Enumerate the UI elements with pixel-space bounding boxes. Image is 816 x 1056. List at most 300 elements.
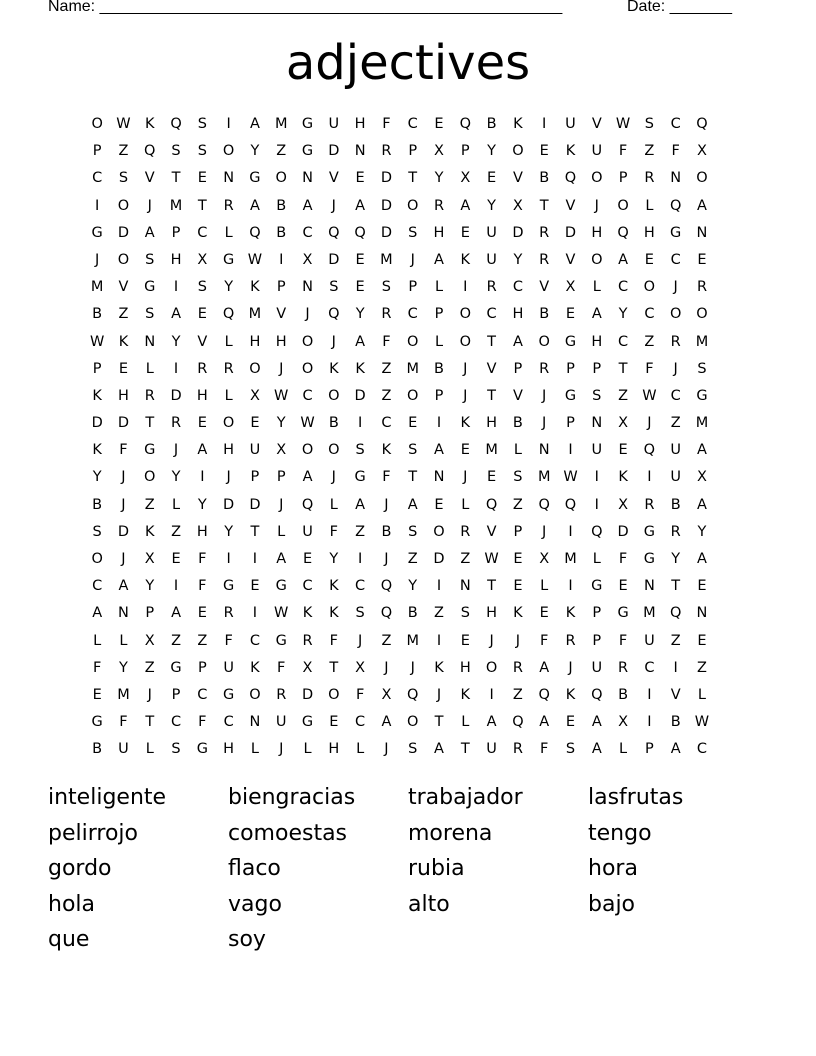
- grid-letter: Y: [434, 170, 444, 187]
- grid-letter: Y: [618, 306, 628, 323]
- grid-letter: M: [695, 333, 709, 350]
- grid-letter: M: [537, 469, 551, 486]
- grid-letter: J: [489, 632, 494, 649]
- grid-letter: O: [249, 360, 261, 377]
- grid-letter: N: [643, 578, 655, 595]
- grid-letter: R: [223, 360, 234, 377]
- grid-letter: E: [118, 360, 129, 377]
- grid-letter: Q: [538, 686, 550, 703]
- grid-letter: F: [224, 632, 233, 649]
- grid-letter: B: [539, 170, 550, 187]
- grid-letter: O: [91, 551, 103, 567]
- word-list-item: pelirrojo: [48, 820, 138, 846]
- grid-letter: K: [302, 605, 313, 622]
- grid-letter: X: [434, 143, 444, 160]
- grid-letter: Z: [512, 686, 523, 703]
- grid-letter: U: [118, 741, 129, 758]
- grid-letter: P: [92, 143, 102, 160]
- grid-letter: C: [92, 578, 103, 595]
- grid-letter: U: [302, 523, 313, 540]
- grid-letter: X: [697, 469, 707, 486]
- grid-letter: F: [382, 333, 391, 350]
- grid-letter: Q: [301, 496, 314, 513]
- grid-letter: E: [618, 578, 628, 595]
- grid-letter: E: [92, 686, 102, 703]
- grid-letter: I: [252, 551, 258, 567]
- grid-letter: P: [408, 279, 418, 296]
- grid-letter: L: [145, 360, 154, 377]
- grid-letter: Q: [249, 224, 261, 241]
- grid-letter: Y: [276, 415, 286, 432]
- grid-letter: F: [198, 551, 207, 567]
- grid-letter: L: [645, 197, 654, 214]
- grid-letter: L: [93, 632, 102, 649]
- grid-letter: Q: [617, 224, 629, 241]
- grid-letter: D: [117, 523, 130, 540]
- grid-letter: L: [171, 496, 181, 513]
- grid-letter: K: [355, 360, 365, 377]
- grid-letter: C: [696, 741, 708, 758]
- grid-letter: S: [197, 279, 207, 296]
- grid-letter: I: [436, 578, 442, 595]
- word-search-grid: [84, 111, 715, 764]
- grid-letter: S: [565, 741, 576, 758]
- grid-letter: T: [171, 170, 181, 187]
- grid-letter: Q: [459, 116, 472, 132]
- grid-letter: I: [542, 116, 547, 132]
- grid-letter: I: [647, 714, 652, 731]
- grid-letter: E: [697, 578, 707, 595]
- grid-letter: L: [250, 741, 259, 758]
- grid-letter: W: [484, 551, 499, 567]
- grid-letter: M: [406, 360, 419, 377]
- grid-letter: G: [223, 251, 235, 268]
- grid-letter: D: [380, 170, 392, 187]
- grid-letter: Q: [144, 143, 156, 160]
- grid-letter: D: [223, 496, 235, 513]
- grid-letter: M: [564, 551, 577, 567]
- grid-letter: L: [224, 387, 233, 404]
- grid-letter: H: [196, 387, 208, 404]
- grid-letter: Z: [355, 523, 366, 540]
- grid-letter: I: [594, 496, 599, 513]
- grid-letter: I: [647, 686, 652, 703]
- grid-letter: B: [670, 496, 681, 513]
- grid-letter: C: [512, 279, 523, 296]
- grid-letter: H: [223, 442, 235, 459]
- grid-letter: N: [591, 415, 603, 432]
- grid-letter: L: [461, 714, 470, 731]
- grid-letter: A: [670, 741, 681, 758]
- grid-letter: J: [121, 496, 126, 513]
- grid-letter: X: [302, 659, 313, 676]
- grid-row: [84, 274, 715, 301]
- grid-letter: T: [487, 387, 497, 404]
- grid-letter: O: [144, 469, 156, 486]
- grid-letter: E: [329, 714, 339, 731]
- grid-letter: Q: [380, 605, 393, 622]
- grid-letter: G: [643, 523, 655, 540]
- grid-letter: Z: [460, 551, 471, 567]
- grid-letter: A: [486, 714, 497, 731]
- grid-letter: D: [380, 197, 392, 214]
- grid-letter: Z: [276, 143, 287, 160]
- grid-letter: I: [489, 686, 494, 703]
- grid-letter: P: [250, 469, 260, 486]
- grid-row: [84, 138, 715, 165]
- grid-letter: R: [644, 496, 655, 513]
- grid-letter: F: [645, 360, 654, 377]
- grid-letter: H: [196, 523, 208, 540]
- grid-letter: O: [407, 387, 419, 404]
- grid-letter: E: [513, 578, 523, 595]
- grid-letter: N: [696, 605, 708, 622]
- header: [48, 0, 748, 20]
- grid-row: [84, 628, 715, 655]
- grid-letter: E: [250, 578, 260, 595]
- grid-row: [84, 329, 715, 356]
- grid-letter: H: [223, 741, 235, 758]
- grid-letter: F: [540, 632, 549, 649]
- grid-letter: O: [117, 251, 130, 268]
- grid-letter: G: [170, 659, 182, 676]
- grid-letter: P: [145, 605, 155, 622]
- grid-letter: P: [513, 360, 523, 377]
- grid-letter: R: [512, 741, 523, 758]
- grid-row: [84, 356, 715, 383]
- grid-letter: Q: [328, 224, 340, 241]
- grid-letter: O: [301, 442, 314, 459]
- grid-letter: P: [460, 143, 470, 160]
- grid-letter: C: [644, 659, 655, 676]
- grid-letter: Z: [670, 415, 681, 432]
- grid-letter: B: [512, 415, 523, 432]
- grid-letter: A: [434, 741, 444, 758]
- grid-letter: O: [591, 251, 603, 268]
- grid-letter: A: [591, 306, 602, 323]
- grid-letter: Z: [381, 387, 392, 404]
- grid-letter: C: [407, 116, 418, 132]
- grid-letter: E: [460, 632, 470, 649]
- grid-letter: A: [144, 224, 155, 241]
- grid-letter: I: [594, 469, 599, 486]
- grid-letter: L: [277, 523, 286, 540]
- grid-letter: O: [328, 442, 340, 459]
- grid-letter: G: [564, 333, 577, 350]
- grid-letter: L: [329, 496, 338, 513]
- grid-letter: Y: [671, 551, 681, 567]
- grid-letter: V: [276, 306, 287, 323]
- grid-letter: W: [642, 387, 657, 404]
- grid-letter: E: [434, 496, 444, 513]
- grid-letter: Q: [591, 523, 603, 540]
- grid-letter: Z: [197, 632, 208, 649]
- grid-letter: C: [670, 116, 681, 132]
- grid-letter: P: [566, 415, 575, 432]
- grid-letter: B: [618, 686, 629, 703]
- grid-letter: N: [302, 170, 313, 187]
- grid-letter: S: [171, 741, 181, 758]
- grid-letter: H: [643, 224, 655, 241]
- grid-letter: S: [381, 279, 392, 296]
- grid-letter: H: [486, 415, 498, 432]
- grid-letter: T: [460, 741, 470, 758]
- grid-letter: O: [301, 360, 314, 377]
- grid-letter: Q: [696, 116, 708, 132]
- grid-letter: D: [354, 387, 366, 404]
- grid-letter: R: [618, 659, 629, 676]
- grid-letter: I: [226, 116, 231, 132]
- grid-letter: E: [487, 469, 497, 486]
- grid-letter: D: [91, 415, 103, 432]
- grid-letter: E: [618, 442, 628, 459]
- grid-letter: R: [197, 360, 208, 377]
- grid-letter: O: [249, 686, 261, 703]
- grid-letter: Z: [618, 387, 629, 404]
- grid-letter: V: [486, 523, 497, 540]
- grid-letter: E: [644, 251, 654, 268]
- grid-letter: M: [90, 279, 104, 296]
- grid-letter: U: [223, 659, 234, 676]
- grid-letter: J: [542, 387, 547, 404]
- grid-letter: A: [276, 551, 287, 567]
- grid-letter: I: [357, 551, 363, 567]
- grid-row: [84, 220, 715, 247]
- grid-letter: A: [381, 714, 392, 731]
- grid-letter: O: [696, 306, 708, 323]
- grid-letter: O: [512, 143, 524, 160]
- grid-letter: J: [515, 632, 521, 649]
- grid-row: [84, 193, 715, 220]
- grid-letter: B: [92, 496, 103, 513]
- grid-letter: L: [434, 333, 444, 350]
- word-list-item: vago: [228, 891, 282, 917]
- word-list-item: soy: [228, 927, 266, 953]
- grid-letter: E: [460, 224, 470, 241]
- grid-letter: Q: [643, 442, 656, 459]
- grid-letter: G: [275, 632, 287, 649]
- grid-letter: A: [434, 251, 444, 268]
- grid-letter: J: [463, 469, 468, 486]
- grid-letter: Z: [144, 659, 155, 676]
- grid-letter: F: [198, 578, 207, 595]
- grid-letter: C: [618, 279, 629, 296]
- grid-letter: E: [250, 415, 260, 432]
- grid-row: [84, 709, 715, 736]
- grid-letter: E: [539, 605, 549, 622]
- grid-letter: I: [173, 360, 179, 377]
- grid-letter: S: [644, 116, 654, 132]
- word-list-column: [48, 780, 228, 958]
- grid-letter: N: [670, 170, 682, 187]
- grid-letter: V: [144, 170, 155, 187]
- grid-letter: K: [329, 360, 339, 377]
- grid-letter: D: [512, 224, 524, 241]
- grid-letter: E: [355, 251, 365, 268]
- grid-letter: A: [355, 333, 366, 350]
- grid-letter: N: [144, 333, 156, 350]
- grid-letter: Q: [669, 197, 682, 214]
- grid-letter: R: [223, 197, 234, 214]
- grid-letter: P: [171, 224, 181, 241]
- grid-letter: G: [643, 551, 655, 567]
- grid-letter: H: [117, 387, 129, 404]
- grid-letter: X: [539, 551, 550, 567]
- grid-letter: C: [249, 632, 260, 649]
- grid-letter: R: [539, 224, 550, 241]
- word-list-item: morena: [408, 820, 493, 846]
- grid-letter: S: [197, 116, 207, 132]
- grid-letter: O: [669, 306, 682, 323]
- grid-letter: Y: [408, 578, 418, 595]
- grid-letter: B: [670, 714, 681, 731]
- grid-letter: O: [696, 170, 708, 187]
- grid-letter: J: [279, 360, 284, 377]
- grid-letter: A: [591, 714, 602, 731]
- grid-letter: F: [277, 659, 286, 676]
- grid-letter: A: [249, 116, 260, 132]
- grid-letter: Q: [564, 170, 577, 187]
- grid-letter: J: [331, 197, 336, 214]
- grid-letter: A: [171, 306, 181, 323]
- grid-letter: J: [542, 523, 547, 540]
- grid-letter: E: [197, 415, 207, 432]
- grid-letter: W: [89, 333, 105, 350]
- grid-letter: A: [355, 197, 366, 214]
- grid-letter: Y: [224, 523, 234, 540]
- grid-letter: I: [173, 279, 179, 296]
- grid-letter: Z: [171, 632, 181, 649]
- grid-letter: F: [540, 741, 549, 758]
- grid-letter: F: [382, 116, 391, 132]
- grid-letter: L: [592, 279, 601, 296]
- grid-letter: G: [91, 714, 103, 731]
- grid-letter: W: [300, 415, 315, 432]
- grid-letter: A: [512, 333, 523, 350]
- grid-letter: Z: [434, 605, 444, 622]
- grid-letter: J: [384, 551, 389, 567]
- grid-letter: I: [200, 469, 205, 486]
- grid-letter: T: [408, 170, 418, 187]
- grid-letter: F: [618, 632, 628, 649]
- grid-letter: E: [197, 306, 207, 323]
- grid-letter: X: [302, 251, 313, 268]
- grid-letter: Q: [328, 306, 340, 323]
- grid-letter: O: [617, 197, 629, 214]
- grid-letter: G: [354, 469, 366, 486]
- grid-letter: D: [328, 143, 340, 160]
- grid-letter: J: [542, 415, 547, 432]
- grid-letter: V: [670, 686, 681, 703]
- grid-letter: X: [618, 496, 629, 513]
- page-title: adjectives: [285, 35, 531, 91]
- grid-row: [84, 519, 715, 546]
- grid-letter: C: [197, 224, 208, 241]
- word-list-item: comoestas: [228, 820, 348, 846]
- word-list-item: hola: [48, 891, 95, 917]
- grid-letter: X: [144, 632, 155, 649]
- grid-letter: A: [171, 605, 181, 622]
- grid-letter: B: [539, 306, 550, 323]
- grid-letter: I: [568, 578, 573, 595]
- grid-letter: Q: [354, 224, 366, 241]
- grid-row: [84, 546, 715, 573]
- grid-letter: S: [408, 741, 418, 758]
- grid-letter: J: [594, 197, 599, 214]
- grid-letter: U: [249, 442, 261, 459]
- grid-letter: K: [92, 387, 102, 404]
- grid-letter: I: [436, 415, 442, 432]
- grid-letter: Q: [669, 605, 682, 622]
- grid-letter: V: [512, 170, 523, 187]
- grid-letter: R: [512, 659, 523, 676]
- grid-letter: K: [250, 279, 260, 296]
- grid-letter: R: [539, 251, 550, 268]
- grid-letter: P: [408, 143, 418, 160]
- grid-letter: T: [539, 197, 549, 214]
- grid-letter: Y: [171, 333, 181, 350]
- grid-letter: P: [592, 360, 602, 377]
- grid-letter: G: [275, 578, 287, 595]
- grid-letter: C: [670, 387, 681, 404]
- grid-letter: S: [460, 605, 470, 622]
- grid-letter: O: [591, 170, 603, 187]
- word-list-item: rubia: [408, 856, 465, 882]
- grid-letter: H: [249, 333, 261, 350]
- grid-letter: L: [540, 578, 549, 595]
- word-list-item: lasfrutas: [588, 785, 684, 810]
- grid-letter: R: [144, 387, 155, 404]
- grid-letter: C: [223, 714, 234, 731]
- grid-letter: A: [92, 605, 103, 622]
- grid-letter: A: [697, 442, 707, 459]
- grid-letter: V: [118, 279, 129, 296]
- grid-row: [84, 383, 715, 410]
- grid-letter: Q: [380, 578, 393, 595]
- grid-letter: F: [329, 523, 338, 540]
- word-list-column: [588, 780, 768, 922]
- grid-letter: S: [145, 251, 155, 268]
- grid-letter: W: [563, 469, 578, 486]
- grid-letter: C: [644, 306, 655, 323]
- grid-letter: B: [328, 415, 339, 432]
- grid-letter: G: [144, 442, 156, 459]
- grid-letter: F: [618, 551, 628, 567]
- grid-letter: V: [328, 170, 339, 187]
- grid-letter: T: [408, 469, 418, 486]
- grid-letter: Y: [487, 197, 497, 214]
- grid-row: [84, 111, 715, 138]
- grid-letter: J: [279, 741, 284, 758]
- grid-letter: K: [92, 442, 102, 459]
- grid-letter: G: [301, 714, 314, 731]
- grid-letter: Y: [355, 306, 365, 323]
- grid-letter: K: [434, 659, 444, 676]
- grid-letter: F: [119, 714, 128, 731]
- grid-letter: S: [329, 279, 339, 296]
- grid-letter: A: [302, 469, 313, 486]
- grid-letter: M: [274, 116, 288, 132]
- grid-letter: Y: [224, 279, 234, 296]
- grid-letter: J: [331, 469, 336, 486]
- grid-letter: R: [670, 333, 681, 350]
- grid-letter: A: [460, 197, 471, 214]
- grid-letter: J: [410, 251, 415, 268]
- grid-letter: E: [408, 415, 418, 432]
- grid-letter: O: [222, 415, 235, 432]
- grid-letter: J: [147, 197, 152, 214]
- grid-letter: T: [487, 333, 497, 350]
